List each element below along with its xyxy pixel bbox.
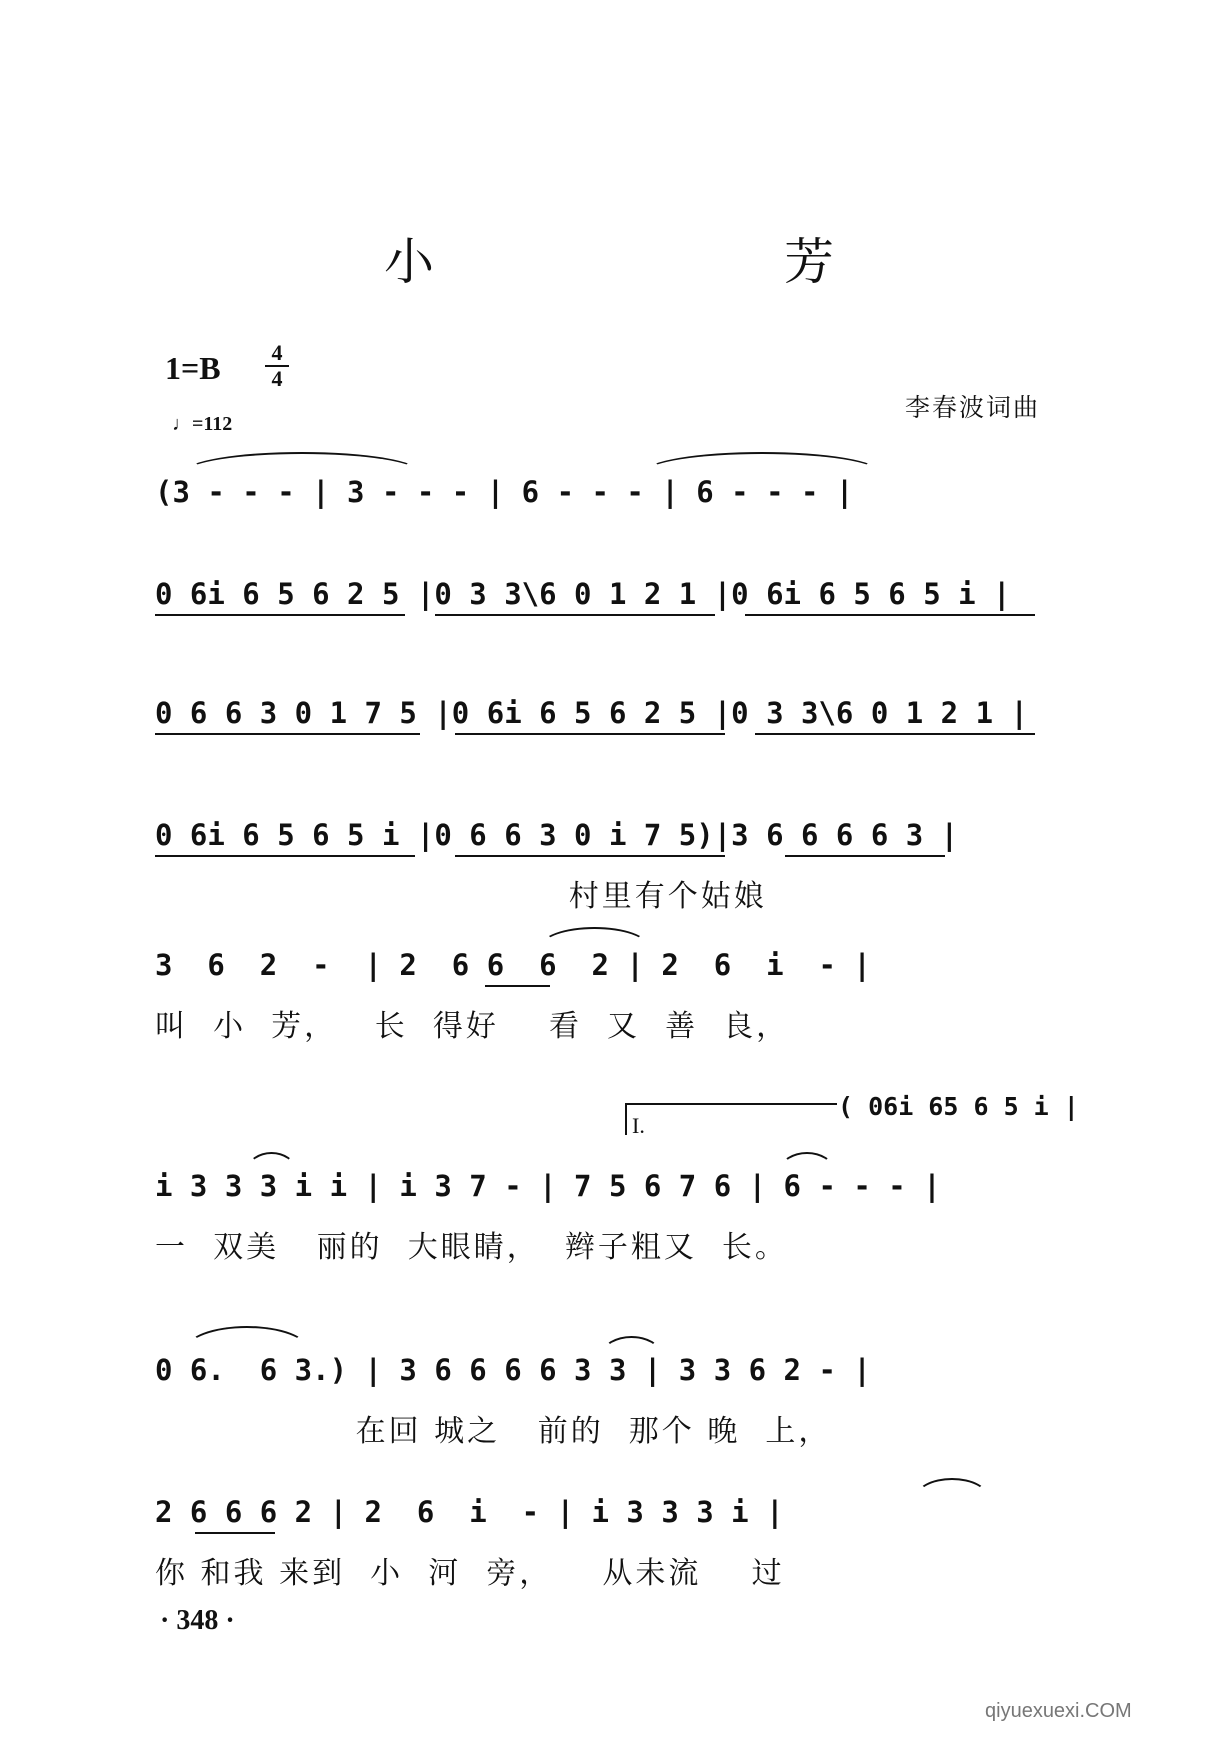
staff-notes: 0 6i 6 5 6 2 5 |0 3 3\6 0 1 2 1 |0 6i 6 5 6 5 i | — [155, 577, 1011, 611]
beam-underline — [195, 1532, 275, 1534]
staff-notes: i 3 3 3 i i | i 3 7 - | 7 5 6 7 6 | 6 - - - | — [155, 1169, 941, 1203]
beam-underline — [755, 733, 1035, 735]
staff-notes: 0 6. 6 3.) | 3 6 6 6 6 3 3 | 3 3 6 2 - | — [155, 1353, 871, 1387]
lyrics-line: 村里有个姑娘 — [155, 879, 767, 914]
tie-mark — [780, 1152, 834, 1170]
time-signature-bottom: 4 — [271, 366, 283, 391]
tie-mark — [602, 1336, 661, 1354]
lyrics-line: 叫 小 芳， 长 得好 看 又 善 良， — [155, 1009, 790, 1044]
staff-notes: 2 6 6 6 2 | 2 6 i - | i 3 3 3 i | — [155, 1495, 784, 1529]
volta-bracket — [625, 1103, 837, 1135]
tie-mark — [247, 1152, 296, 1170]
staff-notes: 3 6 2 - | 2 6 6 6 2 | 2 6 i - | — [155, 948, 871, 982]
beam-underline — [155, 733, 420, 735]
beam-underline — [435, 614, 715, 616]
volta-label: I. — [632, 1113, 645, 1138]
page-number: · 348 · — [160, 1605, 235, 1636]
lyrics-line: 在回 城之 前的 那个 晚 上， — [155, 1414, 832, 1449]
tempo-marking: ♩=112 — [172, 413, 233, 435]
tie-mark — [915, 1478, 989, 1498]
staff-notes: 0 6 6 3 0 1 7 5 |0 6i 6 5 6 2 5 |0 3 3\6 0 1 2 1 | — [155, 696, 1028, 730]
author-credit: 李春波词曲 — [905, 393, 1041, 422]
tie-mark — [185, 1326, 309, 1350]
staff-notes: 0 6i 6 5 6 5 i |0 6 6 3 0 i 7 5)|3 6 6 6 6 3 | — [155, 818, 959, 852]
volta-notes: ( 06i 65 6 5 i | — [838, 1092, 1079, 1121]
tie-mark — [540, 927, 649, 947]
time-signature — [265, 342, 289, 390]
beam-underline — [155, 855, 415, 857]
beam-underline — [485, 985, 550, 987]
key-signature: 1=B — [165, 350, 221, 386]
staff-notes: (3 - - - | 3 - - - | 6 - - - | 6 - - - | — [155, 475, 854, 509]
tie-mark — [185, 452, 419, 472]
lyrics-line: 一 双美 丽的 大眼睛， 辫子粗又 长。 — [155, 1230, 788, 1265]
beam-underline — [455, 733, 725, 735]
time-signature-top: 4 — [271, 340, 283, 365]
site-watermark: qiyuexuexi.COM — [985, 1700, 1132, 1722]
beam-underline — [745, 614, 1035, 616]
song-title: 小 芳 — [384, 233, 984, 291]
beam-underline — [155, 614, 405, 616]
beam-underline — [455, 855, 725, 857]
tie-mark — [645, 452, 879, 472]
beam-underline — [785, 855, 945, 857]
lyrics-line: 你 和我 来到 小 河 旁， 从未流 过 — [155, 1556, 785, 1591]
